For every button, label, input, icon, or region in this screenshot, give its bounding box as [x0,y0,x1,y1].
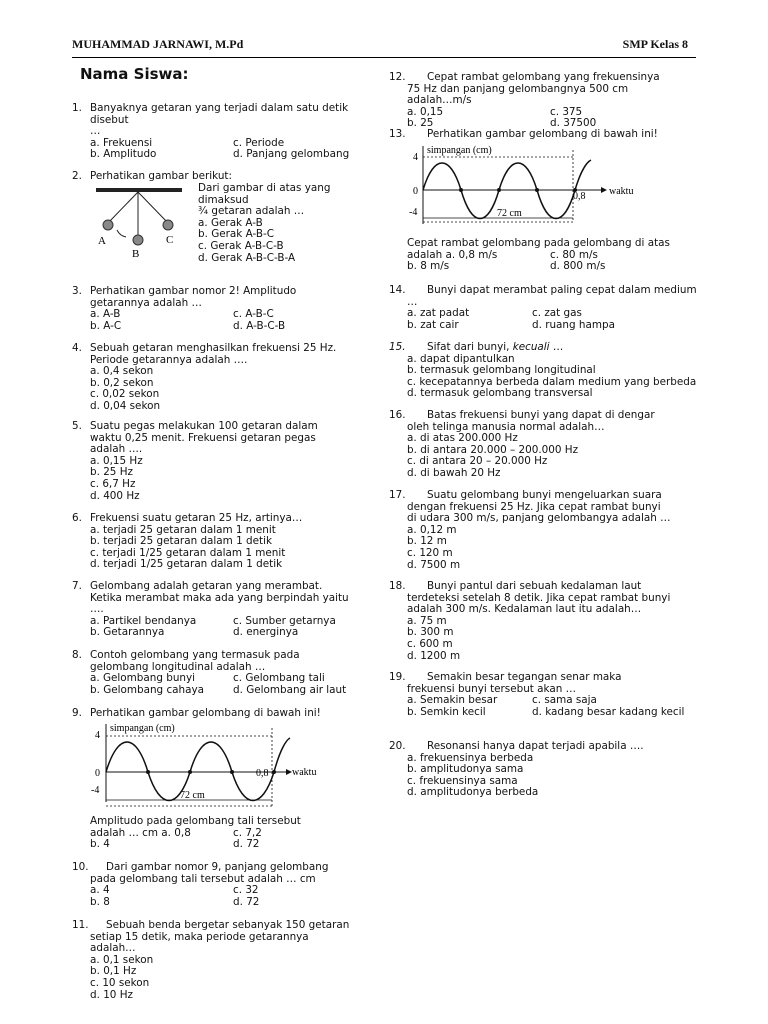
question-text: Perhatikan gambar gelombang di bawah ini! [427,128,658,140]
option-d[interactable]: d. di bawah 20 Hz [407,466,501,479]
question-text: Dari gambar nomor 9, panjang gelombang [106,861,329,873]
option-a[interactable]: a. 0,15 Hz [90,454,143,467]
option-b[interactable]: b. Semkin kecil [407,705,486,718]
question-text: Resonansi hanya dapat terjadi apabila …. [427,740,644,752]
header-author: MUHAMMAD JARNAWI, M.Pd [72,37,244,51]
option-b[interactable]: b. di antara 20.000 – 200.000 Hz [407,443,579,456]
pendulum-figure [92,186,192,260]
question-number: 15. [389,341,406,353]
question-text: Batas frekuensi bunyi yang dapat di dengar [427,409,655,421]
wave-figure-q13 [405,142,645,230]
question-text: Periode getarannya adalah …. [90,353,248,366]
option-b[interactable]: b. 8 [90,895,110,908]
option-c[interactable]: c. 600 m [407,637,453,650]
option-a[interactable]: a. Partikel bendanya [90,614,197,627]
option-a[interactable]: a. terjadi 25 getaran dalam 1 menit [90,523,276,536]
question-text: Frekuensi suatu getaran 25 Hz, artinya… [90,512,303,524]
option-b[interactable]: b. 4 [90,838,110,851]
wave-tmark: 0,8 [573,191,586,202]
option-d[interactable]: d. 10 Hz [90,988,133,1001]
question-text: Dari gambar di atas yang [198,182,331,194]
option-a[interactable]: a. zat padat [407,307,470,320]
option-c[interactable]: c. 375 [550,105,583,118]
option-d[interactable]: d. 37500 [550,117,597,130]
wave-ylabel: simpangan (cm) [427,145,492,156]
option-d[interactable]: d. Gelombang air laut [233,683,347,696]
wave-ylabel: simpangan (cm) [110,723,175,734]
question-number: 12. [389,71,406,83]
label-b: B [132,248,140,260]
option-c[interactable]: c. 6,7 Hz [90,477,136,490]
option-b[interactable]: b. 8 m/s [407,260,450,273]
question-number: 16. [389,409,406,421]
question-text: setiap 15 detik, maka periode getarannya [90,930,309,943]
question-number: 19. [389,671,406,683]
option-c[interactable]: c. A-B-C [233,308,274,321]
option-c[interactable]: c. frekuensinya sama [407,774,518,787]
question-number: 11. [72,919,89,931]
option-b[interactable]: b. 25 [407,117,434,130]
option-a[interactable]: a. A-B [90,308,121,321]
question-number: 20. [389,740,406,752]
question-text: Amplitudo pada gelombang tali tersebut [90,815,301,827]
option-c[interactable]: c. 32 [233,884,259,897]
question-number: 6. [72,512,82,524]
option-a[interactable]: a. 75 m [407,614,447,627]
option-c[interactable]: c. 120 m [407,546,453,559]
question-9 [72,708,372,720]
option-d[interactable]: d. A-B-C-B [233,319,286,332]
question-text: dengan frekuensi 25 Hz. Jika cepat rambat bunyi [407,500,661,513]
question-text: … [549,341,564,353]
option-a[interactable]: a. Gelombang bunyi [90,672,196,685]
question-text: Ketika merambat maka ada yang berpindah yaitu [90,591,349,604]
option-b[interactable]: b. 0,2 sekon [90,376,154,389]
question-17 [389,490,729,571]
question-number: 13. [389,128,406,140]
option-a[interactable]: a. Gerak A-B [198,216,263,229]
pendulum-support [96,188,182,192]
question-text: Perhatikan gambar berikut: [90,170,233,182]
option-d[interactable]: d. kadang besar kadang kecil [532,705,685,718]
option-a[interactable]: a. di atas 200.000 Hz [407,432,518,445]
pendulum-bob-c [163,220,173,230]
option-a[interactable]: a. 0,12 m [407,523,457,536]
question-number: 17. [389,489,406,501]
question-15 [389,342,739,400]
question-10 [72,862,372,908]
question-text: frekuensi bunyi tersebut akan … [407,682,577,695]
option-a[interactable]: a. 0,15 [407,105,444,118]
pendulum-bob-b [133,235,143,245]
student-name-label: Nama Siswa: [80,65,189,83]
question-text: Sifat dari bunyi, [427,341,513,353]
wave-length: 72 cm [180,790,205,801]
option-b[interactable]: b. 0,1 Hz [90,965,137,978]
wave-xlabel: waktu [609,186,634,197]
header-rule [72,57,696,58]
swing-arrow [117,230,126,237]
wave-xlabel: waktu [292,767,317,778]
option-d[interactable]: d. termasuk gelombang transversal [407,387,593,400]
question-19 [389,672,729,718]
option-c[interactable]: c. sama saja [532,694,597,707]
question-12 [389,72,709,130]
question-text: …. [90,603,104,616]
wave-ytop: 4 [413,152,418,163]
question-number: 7. [72,580,82,592]
question-text: 75 Hz dan panjang gelombangnya 500 cm [407,82,629,95]
question-number: 14. [389,284,406,296]
label-a: A [98,235,106,247]
question-text: Bunyi pantul dari sebuah kedalaman laut [427,580,642,592]
wave-yzero: 0 [413,186,418,197]
option-b[interactable]: b. 12 m [407,535,447,548]
option-b[interactable]: b. amplitudonya sama [407,763,524,776]
question-text: gelombang longitudinal adalah … [90,660,266,673]
option-c[interactable]: c. zat gas [532,307,582,320]
wave-figure-q9 [88,720,323,808]
option-d[interactable]: d. ruang hampa [532,318,615,331]
option-c[interactable]: c. 80 m/s [550,248,598,261]
question-text: Gelombang adalah getaran yang merambat. [90,580,323,592]
option-d[interactable]: d. 72 [233,895,260,908]
question-text-emphasis: kecuali [512,341,550,353]
option-d[interactable]: d. 72 [233,838,260,851]
option-d[interactable]: d. 7500 m [407,558,461,571]
question-text: Bunyi dapat merambat paling cepat dalam medium [427,284,697,296]
question-text: … [90,125,101,138]
question-13 [389,129,709,141]
question-text: adalah …. [90,443,143,456]
option-c[interactable]: c. terjadi 1/25 getaran dalam 1 menit [90,546,286,559]
question-text: Semakin besar tegangan senar maka [427,671,622,683]
option-a[interactable]: a. Semakin besar [407,694,498,707]
question-11 [72,920,382,1001]
option-a[interactable]: a. Frekuensi [90,136,153,149]
question-text: adalah…m/s [407,94,472,107]
question-8 [72,650,372,696]
question-text: Cepat rambat gelombang pada gelombang di atas [407,237,670,249]
option-b[interactable]: b. Gerak A-B-C [198,228,274,241]
option-d[interactable]: d. 400 Hz [90,489,140,502]
question-text: terdeteksi setelah 8 detik. Jika cepat rambat bunyi [407,591,671,604]
option-d[interactable]: d. Panjang gelombang [233,148,350,161]
option-d[interactable]: d. Gerak A-B-C-B-A [198,251,296,264]
option-b[interactable]: b. terjadi 25 getaran dalam 1 detik [90,535,272,548]
question-text: waktu 0,25 menit. Frekuensi getaran pegas [90,431,316,444]
question-text: Sebuah benda bergetar sebanyak 150 getaran [106,919,350,931]
option-d[interactable]: d. energinya [233,626,299,639]
question-text: di udara 300 m/s, panjang gelombangya adalah … [407,512,671,525]
question-text: pada gelombang tali tersebut adalah … cm [90,872,316,885]
wave-length: 72 cm [497,208,522,219]
wave-ybottom: -4 [409,207,418,218]
question-2-options [198,183,368,264]
option-c[interactable]: c. 0,02 sekon [90,388,160,401]
question-text: Suatu pegas melakukan 100 getaran dalam [90,420,318,432]
question-number: 9. [72,707,82,719]
option-d[interactable]: d. 1200 m [407,649,461,662]
question-18 [389,581,729,662]
question-1 [72,103,372,161]
question-text: Suatu gelombang bunyi mengeluarkan suara [427,489,662,501]
option-a[interactable]: a. 0,4 sekon [90,365,154,378]
option-a[interactable]: a. dapat dipantulkan [407,352,515,365]
option-a[interactable]: adalah … cm a. 0,8 [90,826,191,839]
question-number: 5. [72,420,82,432]
question-20 [389,741,729,799]
question-text: ¾ getaran adalah … [198,205,305,218]
question-text: Perhatikan gambar gelombang di bawah ini! [90,707,321,719]
question-number: 2. [72,170,82,182]
question-text: Contoh gelombang yang termasuk pada [90,649,300,661]
option-a[interactable]: a. 0,1 sekon [90,953,154,966]
question-5 [72,421,372,502]
option-b[interactable]: b. Amplitudo [90,148,157,161]
option-b[interactable]: b. Gelombang cahaya [90,683,205,696]
wave-ybottom: -4 [91,785,100,796]
question-4 [72,343,372,413]
question-3 [72,286,372,332]
question-text: Banyaknya getaran yang terjadi dalam satu detik [90,102,349,114]
question-text: Perhatikan gambar nomor 2! Amplitudo [90,285,297,297]
option-c[interactable]: c. Gerak A-B-C-B [198,239,284,252]
option-d[interactable]: d. 0,04 sekon [90,399,161,412]
option-d[interactable]: d. 800 m/s [550,260,606,273]
option-c[interactable]: c. Sumber getarnya [233,614,336,627]
option-b[interactable]: b. Getarannya [90,626,165,639]
option-d[interactable]: d. amplitudonya berbeda [407,786,539,799]
question-text: … [407,295,418,308]
wave-yzero: 0 [95,768,100,779]
question-6 [72,513,372,571]
question-number: 1. [72,102,82,114]
header-class: SMP Kelas 8 [622,37,688,51]
question-text: Sebuah getaran menghasilkan frekuensi 25 Hz. [90,342,337,354]
wave-tmark: 0,8 [256,768,269,779]
option-b[interactable]: b. 25 Hz [90,466,133,479]
question-text: adalah… [90,942,136,955]
option-c[interactable]: c. 10 sekon [90,976,150,989]
question-text: Cepat rambat gelombang yang frekuensinya [427,71,660,83]
option-a[interactable]: a. 4 [90,884,110,897]
question-9-options [72,816,372,851]
pendulum-bob-a [103,220,113,230]
question-2 [72,171,372,183]
question-16 [389,410,729,480]
question-number: 4. [72,342,82,354]
question-13-options [389,238,709,273]
option-c[interactable]: c. di antara 20 – 20.000 Hz [407,455,548,468]
option-c[interactable]: c. Gelombang tali [233,672,325,685]
question-14 [389,285,729,331]
question-text: dimaksud [198,193,249,206]
option-b[interactable]: b. A-C [90,319,122,332]
question-7 [72,581,372,639]
question-number: 3. [72,285,82,297]
option-b[interactable]: b. 300 m [407,626,454,639]
option-a[interactable]: a. frekuensinya berbeda [407,751,534,764]
option-b[interactable]: b. zat cair [407,318,459,331]
question-text: oleh telinga manusia normal adalah… [407,420,605,433]
option-a[interactable]: adalah a. 0,8 m/s [407,248,498,261]
wave-ytop: 4 [95,730,100,741]
option-c[interactable]: c. Periode [233,136,285,149]
option-b[interactable]: b. termasuk gelombang longitudinal [407,364,596,377]
question-text: disebut [90,113,129,126]
question-number: 18. [389,580,406,592]
question-number: 10. [72,861,89,873]
option-c[interactable]: c. 7,2 [233,826,262,839]
question-number: 8. [72,649,82,661]
option-d[interactable]: d. terjadi 1/25 getaran dalam 1 detik [90,558,283,571]
question-text: adalah 300 m/s. Kedalaman laut itu adalah… [407,603,642,616]
label-c: C [166,234,174,246]
option-c[interactable]: c. kecepatannya berbeda dalam medium yang berbeda [407,375,697,388]
question-text: getarannya adalah … [90,296,202,309]
